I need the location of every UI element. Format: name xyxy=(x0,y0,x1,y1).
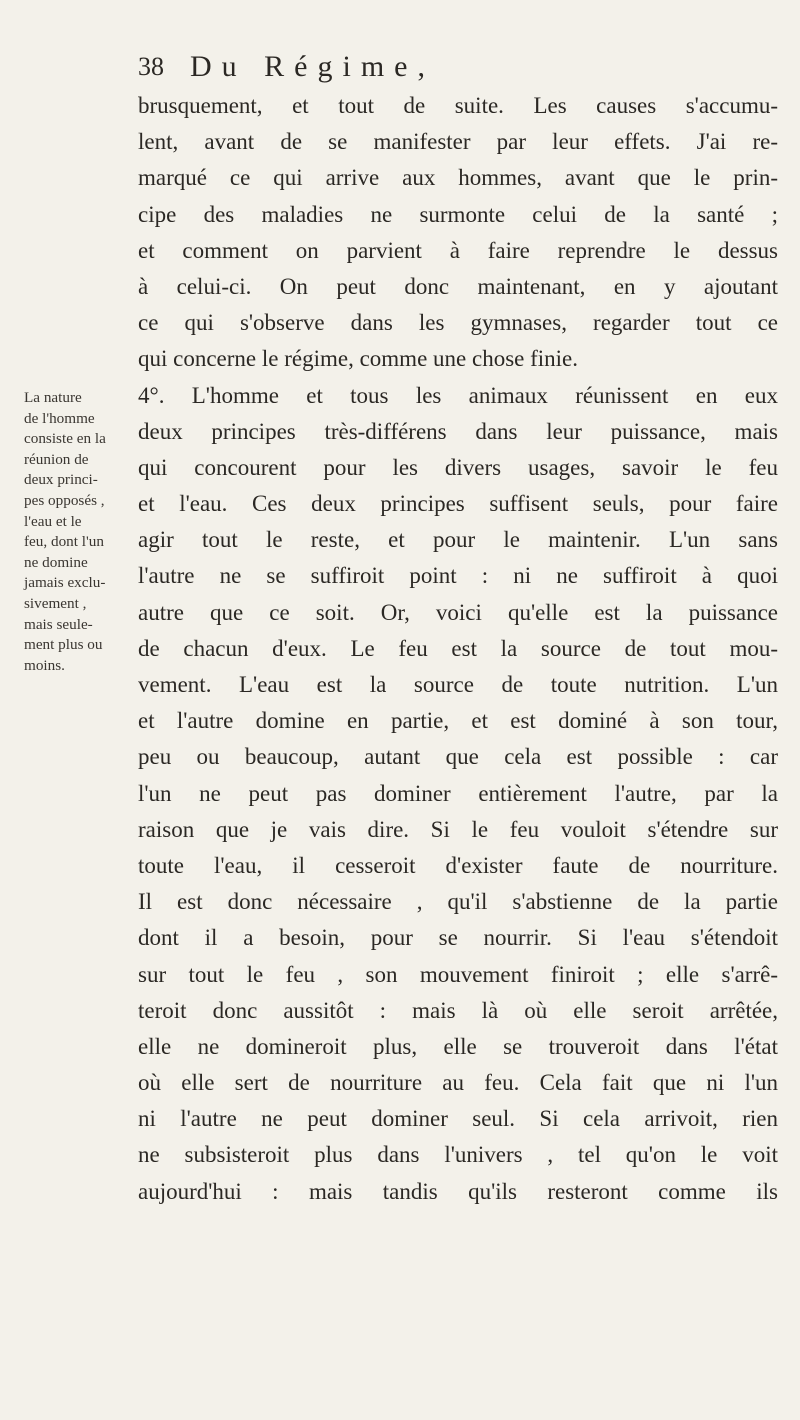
text-line: peu ou beaucoup, autant que cela est possible : car xyxy=(138,744,778,770)
margin-note-line: l'eau et le xyxy=(24,512,82,530)
text-line: cipe des maladies ne surmonte celui de la santé ; xyxy=(138,201,778,227)
text-line: brusquement, et tout de suite. Les causes s'accumu- xyxy=(138,93,778,118)
margin-note xyxy=(24,388,124,676)
text-line: elle ne domineroit plus, elle se trouveroit dans l'état xyxy=(138,1033,778,1059)
margin-note-line: deux princi- xyxy=(24,471,98,489)
text-line: Il est donc nécessaire , qu'il s'abstienne de la partie xyxy=(138,889,778,915)
page-header xyxy=(138,50,778,90)
text-line: deux principes très-différens dans leur puissance, mais xyxy=(138,418,778,444)
text-line: à celui-ci. On peut donc maintenant, en y ajoutant xyxy=(138,273,778,299)
running-title: Du Régime, xyxy=(190,50,435,83)
text-line: sur tout le feu , son mouvement finiroit ; elle s'arrê- xyxy=(138,961,778,987)
margin-note-line: pes opposés , xyxy=(24,491,105,509)
body-text xyxy=(138,88,778,1210)
text-line: ne subsisteroit plus dans l'univers , tel qu'on le voit xyxy=(138,1142,778,1168)
text-line: l'autre ne se suffiroit point : ni ne suffiroit à quoi xyxy=(138,563,778,589)
text-line: aujourd'hui : mais tandis qu'ils resteront comme ils xyxy=(138,1178,778,1204)
margin-note-line: moins. xyxy=(24,656,65,674)
text-line: ni l'autre ne peut dominer seul. Si cela arrivoit, rien xyxy=(138,1106,778,1132)
margin-note-line: consiste en la xyxy=(24,430,106,448)
text-line: lent, avant de se manifester par leur effets. J'ai re- xyxy=(138,129,778,155)
text-line: ce qui s'observe dans les gymnases, regarder tout ce xyxy=(138,310,778,336)
margin-note-line: de l'homme xyxy=(24,409,95,427)
margin-note-line: La nature xyxy=(24,389,82,406)
text-line: où elle sert de nourriture au feu. Cela fait que ni l'un xyxy=(138,1070,778,1096)
margin-note-line: ne domine xyxy=(24,553,88,571)
margin-note-line: feu, dont l'un xyxy=(24,533,104,551)
text-line: raison que je vais dire. Si le feu vouloit s'étendre sur xyxy=(138,816,778,842)
text-line: qui concerne le régime, comme une chose finie. xyxy=(138,346,579,372)
margin-note-line: sivement , xyxy=(24,594,87,612)
text-line: marqué ce qui arrive aux hommes, avant que le prin- xyxy=(138,165,778,191)
page-number: 38 xyxy=(138,52,164,81)
text-line: et l'eau. Ces deux principes suffisent seuls, pour faire xyxy=(138,491,778,517)
text-line: de chacun d'eux. Le feu est la source de tout mou- xyxy=(138,635,778,661)
text-line: autre que ce soit. Or, voici qu'elle est la puissance xyxy=(138,599,778,625)
text-line: toute l'eau, il cesseroit d'exister faute de nourriture. xyxy=(138,852,778,878)
text-line: agir tout le reste, et pour le maintenir. L'un sans xyxy=(138,527,778,553)
margin-note-line: réunion de xyxy=(24,450,89,468)
text-line: et comment on parvient à faire reprendre le dessus xyxy=(138,237,778,263)
margin-note-line: mais seule- xyxy=(24,615,93,633)
text-line: vement. L'eau est la source de toute nutrition. L'un xyxy=(138,672,778,697)
text-line: 4°. L'homme et tous les animaux réunissent en eux xyxy=(138,382,778,408)
text-line: qui concourent pour les divers usages, savoir le feu xyxy=(138,454,778,480)
margin-note-line: jamais exclu- xyxy=(24,574,106,592)
text-line: dont il a besoin, pour se nourrir. Si l'eau s'étendoit xyxy=(138,925,778,951)
margin-note-line: ment plus ou xyxy=(24,636,103,654)
text-line: et l'autre domine en partie, et est dominé à son tour, xyxy=(138,708,778,734)
text-line: l'un ne peut pas dominer entièrement l'autre, par la xyxy=(138,780,778,806)
text-line: teroit donc aussitôt : mais là où elle seroit arrêtée, xyxy=(138,997,778,1023)
